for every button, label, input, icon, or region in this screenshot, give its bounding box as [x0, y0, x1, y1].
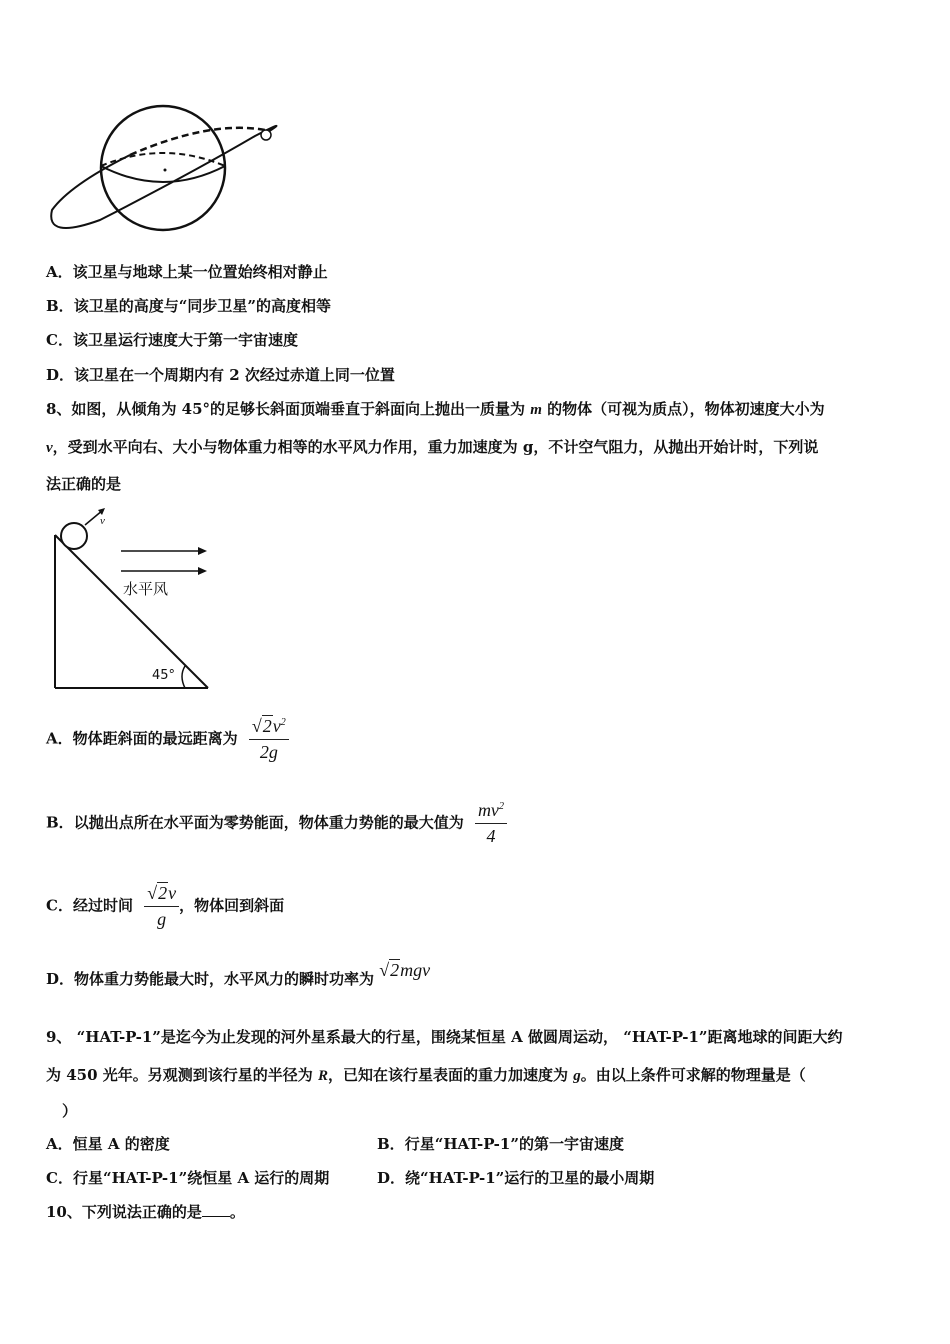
- q7-option-d: D．该卫星在一个周期内有 2 次经过赤道上同一位置: [46, 366, 395, 384]
- satellite: [261, 130, 271, 140]
- q9-option-a: A．恒星 A 的密度: [46, 1135, 170, 1153]
- angle-label: 45°: [152, 668, 176, 683]
- q8-stem-line1: 8、如图，从倾角为 45°的足够长斜面顶端垂直于斜面向上抛出一质量为 m 的物体（可视为质点），物体初速度大小为: [46, 400, 825, 418]
- q9-stem-line1: 9、 “HAT-P-1”是迄今为止发现的河外星系最大的行星，围绕某恒星 A 做圆周运动， “HAT-P-1”距离地球的间距大约: [46, 1028, 843, 1046]
- equator-front: [101, 166, 225, 182]
- earth-center: [164, 169, 167, 172]
- q8-stem-line2: v，受到水平向右、大小与物体重力相等的水平风力作用，重力加速度为 g，不计空气阻力，从抛出开始计时，下列说: [46, 438, 819, 456]
- q7-option-b: B．该卫星的高度与“同步卫星”的高度相等: [46, 297, 331, 315]
- q7-option-c: C．该卫星运行速度大于第一宇宙速度: [46, 331, 298, 349]
- q8-d-formula: √2mgv: [379, 960, 431, 980]
- q8-option-b: B．以抛出点所在水平面为零势能面，物体重力势能的最大值为 $\frac{mv^2}{4}$: [46, 800, 507, 847]
- q9-option-c: C．行星“HAT-P-1”绕恒星 A 运行的周期: [46, 1169, 330, 1187]
- wind-label: 水平风: [123, 580, 169, 598]
- orbit-figure: [40, 100, 280, 235]
- q8-option-c: C．经过时间 $\frac{√2v}{g}$ ，物体回到斜面: [46, 883, 285, 929]
- answer-blank: [202, 1202, 230, 1217]
- velocity-label: v: [100, 515, 105, 527]
- q8-option-a: A．物体距斜面的最远距离为 $\frac{√2v^2}{2g}$: [46, 716, 289, 763]
- earth-sphere: [101, 106, 225, 230]
- q10-stem: 10、下列说法正确的是 。: [46, 1203, 245, 1221]
- q9-stem-line2: 为 450 光年。另观测到该行星的半径为 R，已知在该行星表面的重力加速度为 g。由以上条件可求解的物理量是（: [46, 1066, 806, 1084]
- q8-c-formula: $\frac{√2v}{g}$: [144, 883, 179, 930]
- angle-arc: [182, 666, 185, 688]
- q7-option-a: A．该卫星与地球上某一位置始终相对静止: [46, 263, 328, 281]
- q8-a-formula: $\frac{√2v^2}{2g}$: [249, 716, 289, 763]
- q8-stem-line3: 法正确的是: [46, 475, 122, 493]
- incline-figure: [45, 500, 225, 700]
- q9-option-b: B．行星“HAT-P-1”的第一宇宙速度: [377, 1135, 624, 1153]
- ball: [61, 523, 87, 549]
- q8-b-formula: $\frac{mv^2}{4}$: [475, 800, 507, 847]
- q8-option-d: D．物体重力势能最大时，水平风力的瞬时功率为 √2mgv: [46, 960, 431, 988]
- q9-option-d: D．绕“HAT-P-1”运行的卫星的最小周期: [377, 1169, 655, 1187]
- q9-stem-line3: ）: [62, 1102, 78, 1120]
